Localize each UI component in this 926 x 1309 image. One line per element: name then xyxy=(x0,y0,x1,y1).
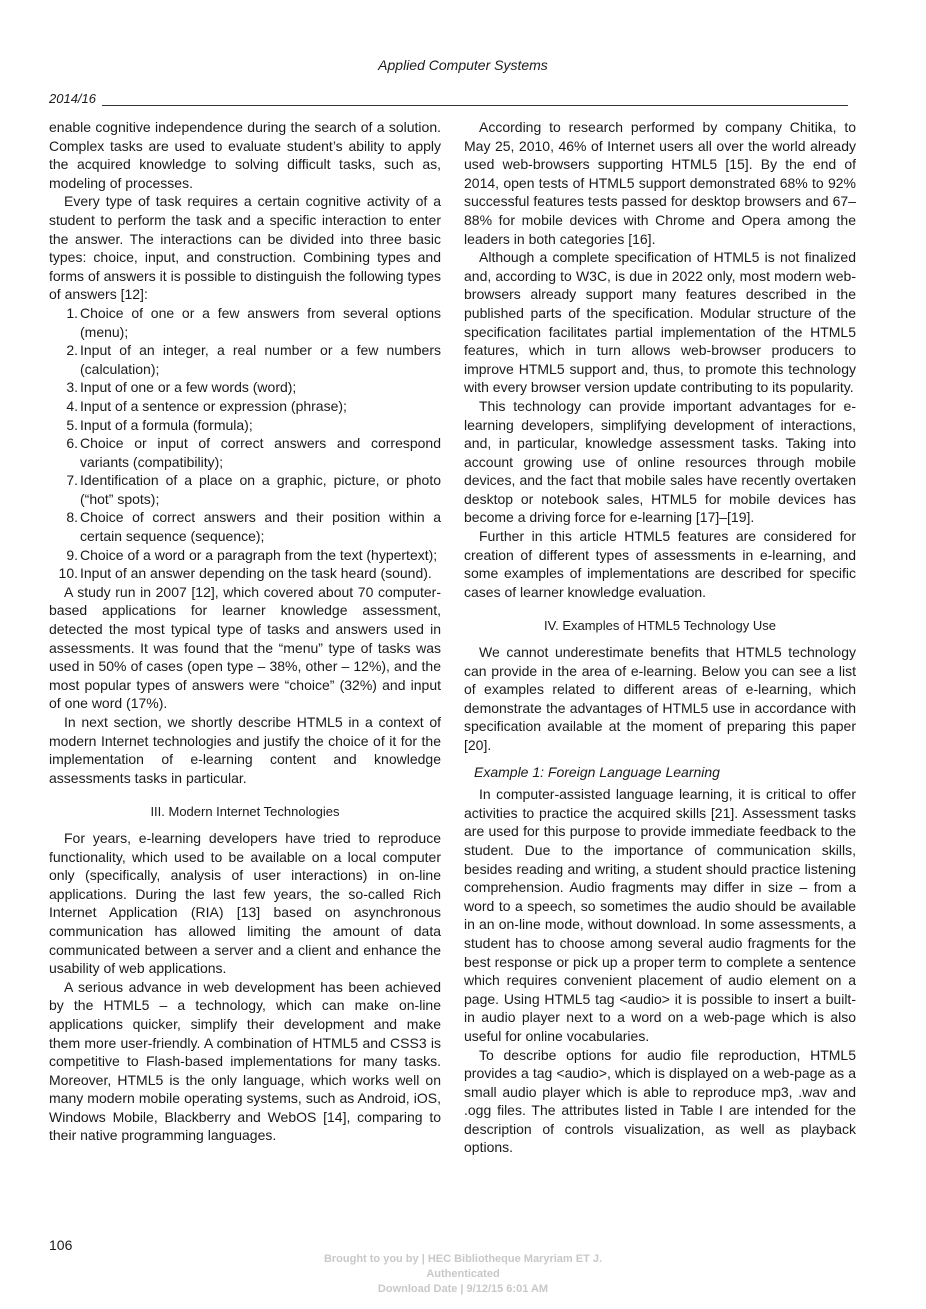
paragraph: enable cognitive independence during the search of a solution. Complex tasks are used to evaluate student’s ability to apply the acquired knowledge to solving difficult tasks, such as, modeling of processes. xyxy=(49,119,441,191)
paragraph: Further in this article HTML5 features are considered for creation of different types of assessments in e-learning, and some examples of implementations are described for specific cases of learner knowledge evaluation. xyxy=(464,528,856,600)
paragraph: For years, e-learning developers have tried to reproduce functionality, which used to be available on a local computer only (specifically, analysis of user interactions) in on-line applications. During the last few years, the so-called Rich Internet Application (RIA) [13] based on asynchronous communication has allowed limiting the amount of data communicated between a server and a client and enhance the usability of web applications. xyxy=(49,829,441,977)
list-text: Choice of correct answers and their position within a certain sequence (sequence); xyxy=(80,509,441,545)
paragraph: In next section, we shortly describe HTML5 in a context of modern Internet technologies and justify the choice of it for the implementation of e-learning content and knowledge assessments tasks in particular. xyxy=(49,714,441,786)
list-number: 6. xyxy=(66,435,78,452)
list-item xyxy=(49,434,441,471)
list-number: 10. xyxy=(58,565,78,582)
section-heading: IV. Examples of HTML5 Technology Use xyxy=(544,618,776,634)
list-item xyxy=(49,378,441,397)
watermark-line: Download Date | 9/12/15 6:01 AM xyxy=(377,1283,549,1295)
list-number: 9. xyxy=(66,546,78,563)
download-watermark xyxy=(0,1252,926,1297)
list-item xyxy=(49,564,441,583)
paragraph: A study run in 2007 [12], which covered about 70 computer-based applications for learner knowledge assessment, detected the most typical type of tasks and answers used in assessments. It was found that the “menu” type of tasks was used in 50% of cases (open type – 38%, other – 12%), and the most popular types of answers were “choice” (32%) and input of one word (17%). xyxy=(49,583,441,712)
paragraph: We cannot underestimate benefits that HTML5 technology can provide in the area of e-learning. Below you can see a list of examples related to different areas of e-learning, which demonstrate the advantages of HTML5 use in accordance with specification available at the moment of preparing this paper [20]. xyxy=(464,644,856,753)
list-item xyxy=(49,416,441,435)
list-number: 7. xyxy=(66,472,78,489)
paragraph: To describe options for audio file reproduction, HTML5 provides a tag <audio>, which is displayed on a web-page as a small audio player which is able to reproduce mp3, .wav and .ogg files. The attributes listed in Table I are intended for the description of controls visualization, as well as playback options. xyxy=(464,1046,856,1156)
paragraph: A serious advance in web development has been achieved by the HTML5 – a technology, which can make on-line applications quicker, simplify their development and make them more user-friendly. A combination of HTML5 and CSS3 is competitive to Flash-based implementations for many tasks. Moreover, HTML5 is the only language, which works well on many modern mobile operating systems, such as Android, iOS, Windows Mobile, Blackberry and WebOS [14], comparing to their native programming languages. xyxy=(49,978,441,1144)
paragraph: Every type of task requires a certain cognitive activity of a student to perform the task and a specific interaction to enter the answer. The interactions can be divided into three basic types: choice, input, and construction. Combining types and forms of answers it is possible to distinguish the following types of answers [12]: xyxy=(49,193,441,303)
list-text: Choice or input of correct answers and correspond variants (compatibility); xyxy=(80,435,441,470)
list-number: 5. xyxy=(66,416,78,433)
list-text: Identification of a place on a graphic, picture, or photo (“hot” spots); xyxy=(80,472,441,507)
list-item xyxy=(49,304,441,341)
page-number: 106 xyxy=(49,1237,73,1253)
right-column xyxy=(464,118,856,1157)
example-heading: Example 1: Foreign Language Learning xyxy=(474,763,720,780)
paragraph: In computer-assisted language learning, it is critical to offer activities to practice the acquired skills [21]. Assessment tasks are used for this purpose to provide immediate feedback to the student. Due to the importance of communication skills, besides reading and writing, a student should practice listening comprehension. Audio fragments may differ in size – from a word to a speech, so sometimes the audio should be available in an on-line mode, without download. In some assessments, a student has to choose among several audio fragments for the best response or pick up a proper term to complete a sentence which requires convenient placement of audio element on a page. Using HTML5 tag <audio> it is possible to insert a built-in audio player next to a word on a web-page which is also useful for online vocabularies. xyxy=(464,786,856,1044)
paragraph: According to research performed by company Chitika, to May 25, 2010, 46% of Internet users all over the world already used web-browsers supporting HTML5 [15]. By the end of 2014, open tests of HTML5 support demonstrated 68% to 92% successful features tests passed for desktop browsers and 67–88% for mobile devices with Chrome and Opera among the leaders in both categories [16]. xyxy=(464,119,856,247)
list-number: 3. xyxy=(66,379,78,396)
list-item xyxy=(49,397,441,416)
watermark-line: Authenticated xyxy=(426,1268,500,1280)
list-number: 2. xyxy=(66,342,78,359)
left-column xyxy=(49,118,441,1145)
list-item xyxy=(49,546,441,565)
list-text: Input of a sentence or expression (phrase); xyxy=(80,397,347,414)
list-number: 8. xyxy=(66,509,78,526)
list-item xyxy=(49,471,441,508)
section-heading: III. Modern Internet Technologies xyxy=(150,804,340,820)
list-text: Input of one or a few words (word); xyxy=(80,379,297,396)
list-number: 4. xyxy=(66,397,78,414)
list-item xyxy=(49,508,441,545)
list-item xyxy=(49,341,441,378)
list-number: 1. xyxy=(66,304,78,321)
answer-types-list xyxy=(49,304,441,583)
journal-title: Applied Computer Systems xyxy=(378,57,548,73)
issue-number: 2014/16 xyxy=(49,91,96,106)
list-text: Input of an answer depending on the task heard (sound). xyxy=(80,565,432,582)
list-text: Choice of a word or a paragraph from the text (hypertext); xyxy=(80,546,438,563)
list-text: Choice of one or a few answers from several options (menu); xyxy=(80,304,441,340)
list-text: Input of a formula (formula); xyxy=(80,416,253,433)
paragraph: This technology can provide important advantages for e-learning developers, simplifying development of interactions, and, in particular, knowledge assessment tasks. Taking into account growing use of online resources through mobile devices, and the fact that mobile sales have recently overtaken desktop or notebook sales, HTML5 for mobile devices has become a driving force for e-learning [17]–[19]. xyxy=(464,397,856,526)
paragraph: Although a complete specification of HTML5 is not finalized and, according to W3C, is due in 2022 only, most modern web-browsers already support many features described in the published parts of the specification. Modular structure of the specification facilitates partial implementation of the HTML5 features, which in turn allows web-browser producers to improve HTML5 support and, thus, to promote this technology with every browser version update contributing to its popularity. xyxy=(464,249,856,396)
watermark-line: Brought to you by | HEC Bibliotheque Maryriam ET J. xyxy=(323,1253,603,1265)
list-text: Input of an integer, a real number or a few numbers (calculation); xyxy=(80,342,441,377)
header-rule xyxy=(102,105,848,106)
